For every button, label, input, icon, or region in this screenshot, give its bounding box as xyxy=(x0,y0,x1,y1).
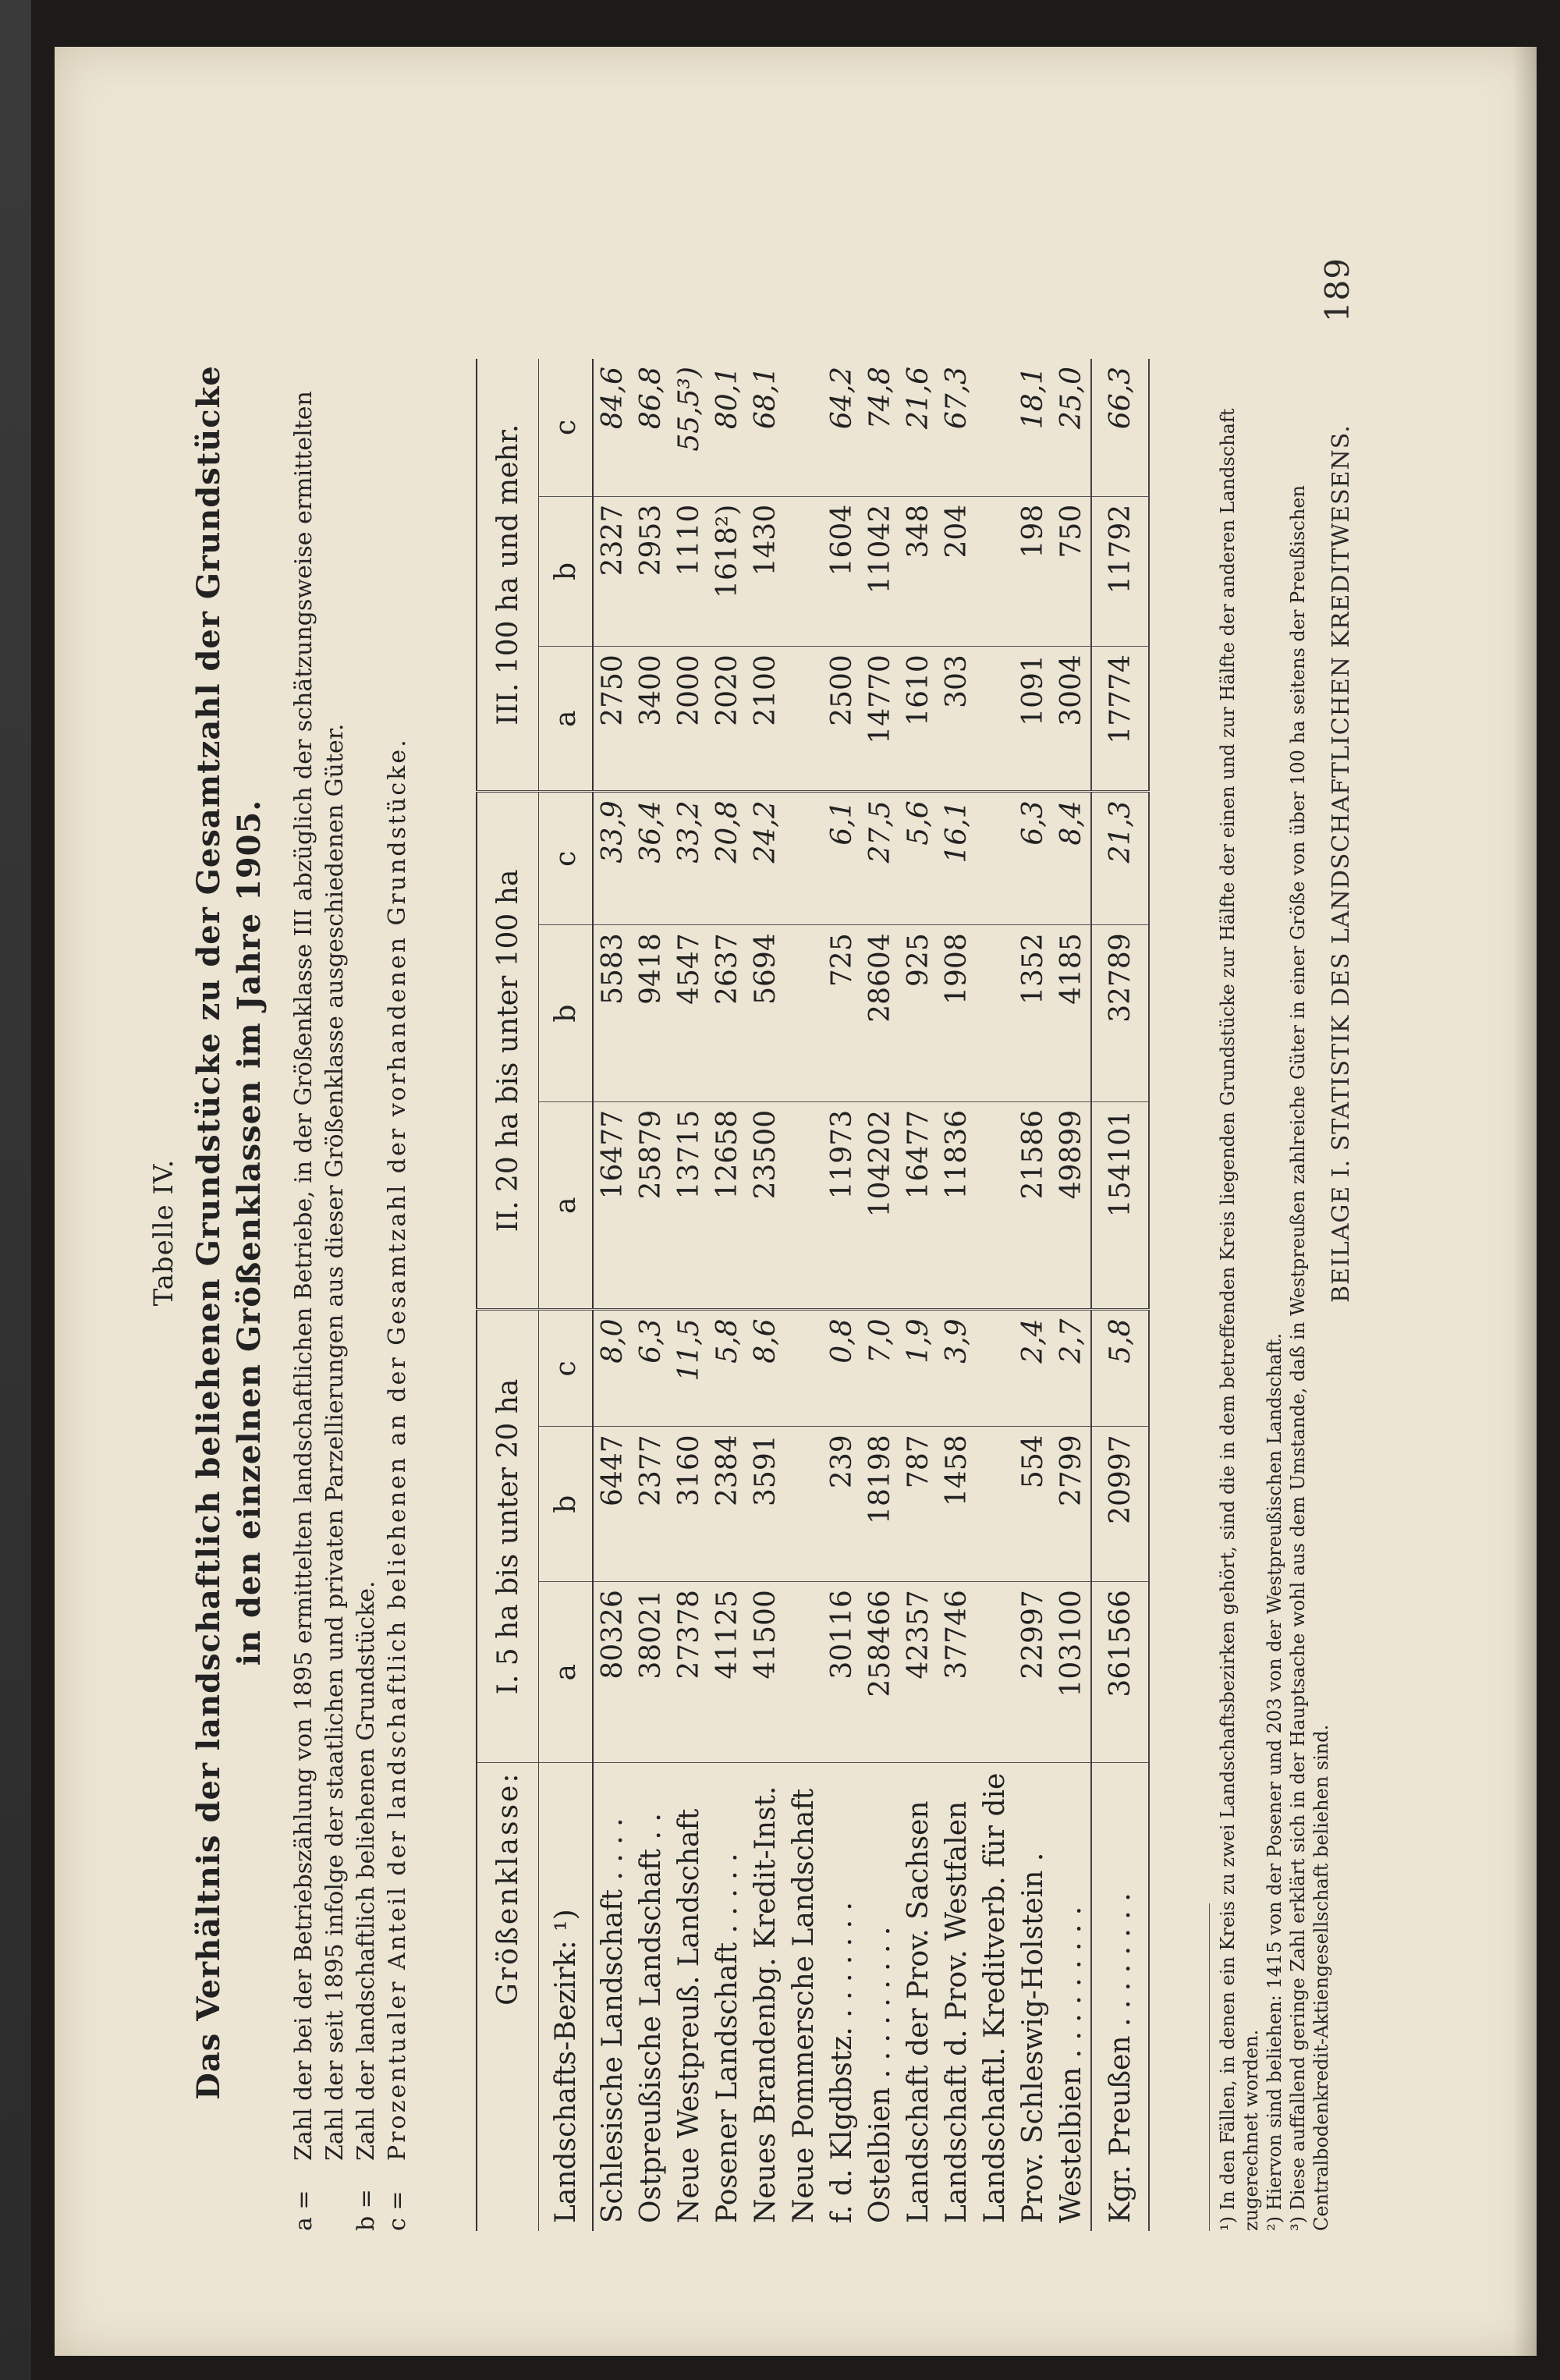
cell-c: 2,7 xyxy=(1052,1310,1091,1427)
spine-shadow xyxy=(1513,47,1537,2356)
cell-c: 16,1 xyxy=(938,792,976,925)
cell-c: 6,3 xyxy=(632,1310,670,1427)
cell-b xyxy=(785,925,823,1102)
cell-c: 33,9 xyxy=(593,792,632,925)
sub-header: a xyxy=(539,647,594,792)
group-header: I. 5 ha bis unter 20 ha xyxy=(477,1310,539,1763)
cell-c: 21,3 xyxy=(1091,792,1149,925)
cell-c: 55,5³) xyxy=(670,359,708,496)
cell-b: 1352 xyxy=(1014,925,1052,1102)
sub-header: c xyxy=(539,1310,594,1427)
cell-c: 33,2 xyxy=(670,792,708,925)
cell-a xyxy=(976,1101,1014,1310)
row-label: Neue Pommersche Landschaft xyxy=(788,1788,820,2223)
table-row xyxy=(899,359,938,2231)
cell-a: 37746 xyxy=(938,1582,976,1763)
label-groessenklasse: Größenklasse: xyxy=(477,1763,539,2231)
data-table xyxy=(476,359,1150,2231)
legend-row-b xyxy=(351,359,382,2231)
table-row xyxy=(708,359,746,2231)
cell-c: 8,0 xyxy=(593,1310,632,1427)
cell-c: 18,1 xyxy=(1014,359,1052,496)
sub-header: b xyxy=(539,1427,594,1582)
cell-b: 4547 xyxy=(670,925,708,1102)
table-row xyxy=(938,359,976,2231)
cell-b: 11792 xyxy=(1091,496,1149,646)
cell-c: 27,5 xyxy=(861,792,899,925)
cell-b: 2327 xyxy=(593,496,632,646)
cell-c: 24,2 xyxy=(746,792,785,925)
legend-key: c = xyxy=(384,2190,411,2231)
cell-c: 5,8 xyxy=(1091,1310,1149,1427)
table-title-line-1: Das Verhältnis der landschaftlich beliehenen Grundstücke zu der Gesamtzahl der Grundstücke xyxy=(190,365,227,2100)
sub-header: c xyxy=(539,359,594,496)
table-row xyxy=(785,359,823,2231)
cell-a: 17774 xyxy=(1091,647,1149,792)
rotated-page-content xyxy=(133,234,1365,2231)
cell-b: 11042 xyxy=(861,496,899,646)
cell-b: 348 xyxy=(899,496,938,646)
cell-b: 750 xyxy=(1052,496,1091,646)
row-label: Ostelbien . . . . . . . . . xyxy=(864,1926,896,2223)
cell-c xyxy=(976,359,1014,496)
cell-a: 41500 xyxy=(746,1582,785,1763)
cell-a: 41125 xyxy=(708,1582,746,1763)
cell-c: 5,8 xyxy=(708,1310,746,1427)
table-row xyxy=(1052,359,1091,2231)
sub-header: b xyxy=(539,496,594,646)
cell-b xyxy=(976,496,1014,646)
cell-a: 14770 xyxy=(861,647,899,792)
cell-b xyxy=(785,1427,823,1582)
page-number: 189 xyxy=(1318,257,1356,323)
cell-c: 8,4 xyxy=(1052,792,1091,925)
running-head-text: BEILAGE I. STATISTIK DES LANDSCHAFTLICHEN KREDITWESENS. xyxy=(1328,424,1355,1303)
cell-a: 80326 xyxy=(593,1582,632,1763)
cell-a: 27378 xyxy=(670,1582,708,1763)
cell-b: 9418 xyxy=(632,925,670,1102)
cell-b: 2384 xyxy=(708,1427,746,1582)
cell-c: 25,0 xyxy=(1052,359,1091,496)
cell-b: 787 xyxy=(899,1427,938,1582)
row-label: Landschaft der Prov. Sachsen xyxy=(902,1800,934,2223)
row-label: Neue Westpreuß. Landschaft xyxy=(673,1808,705,2223)
cell-a: 16477 xyxy=(593,1101,632,1310)
cell-a: 2100 xyxy=(746,647,785,792)
sub-header: c xyxy=(539,792,594,925)
cell-b: 5583 xyxy=(593,925,632,1102)
footnotes xyxy=(1209,359,1333,2231)
table-row xyxy=(1014,359,1052,2231)
cell-a: 361566 xyxy=(1091,1582,1149,1763)
legend-text: Zahl der landschaftlich beliehenen Grundstücke. xyxy=(353,1580,380,2161)
cell-a: 1091 xyxy=(1014,647,1052,792)
cell-b: 725 xyxy=(823,925,861,1102)
legend-key: a = xyxy=(290,2190,317,2231)
cell-c: 8,6 xyxy=(746,1310,785,1427)
cell-a: 3004 xyxy=(1052,647,1091,792)
cell-c xyxy=(785,359,823,496)
footnote-2: ²) Hiervon sind beliehen: 1415 von der Posener und 203 von der Westpreußischen Landschaft. xyxy=(1264,1332,1285,2231)
cell-c: 6,1 xyxy=(823,792,861,925)
cell-a: 103100 xyxy=(1052,1582,1091,1763)
row-label: Landschaftl. Kreditverb. für die xyxy=(979,1772,1011,2223)
cell-c: 67,3 xyxy=(938,359,976,496)
cell-c xyxy=(976,1310,1014,1427)
footnote-rule xyxy=(1209,1903,1210,2231)
cell-a xyxy=(785,647,823,792)
table-row xyxy=(632,359,670,2231)
legend-key: b = xyxy=(353,2189,380,2231)
cell-c: 84,6 xyxy=(593,359,632,496)
cell-b xyxy=(785,496,823,646)
cell-c: 11,5 xyxy=(670,1310,708,1427)
cell-c: 21,6 xyxy=(899,359,938,496)
cell-a: 2750 xyxy=(593,647,632,792)
cell-c: 86,8 xyxy=(632,359,670,496)
cell-b: 925 xyxy=(899,925,938,1102)
table-row xyxy=(593,359,632,2231)
table-label: Tabelle IV. xyxy=(148,1158,179,1307)
group-header: III. 100 ha und mehr. xyxy=(477,359,539,792)
legend-text: Prozentualer Anteil der landschaftlich beliehenen an der Gesamtzahl der vorhandenen Grundstücke. xyxy=(384,737,411,2161)
cell-c: 74,8 xyxy=(861,359,899,496)
row-label: Westelbien . . . . . . . . . xyxy=(1055,1906,1087,2223)
cell-a: 25879 xyxy=(632,1101,670,1310)
cell-a: 11973 xyxy=(823,1101,861,1310)
cell-c: 80,1 xyxy=(708,359,746,496)
cell-a: 42357 xyxy=(899,1582,938,1763)
cell-a xyxy=(976,1582,1014,1763)
cell-a: 2020 xyxy=(708,647,746,792)
cell-c: 64,2 xyxy=(823,359,861,496)
row-label: Landschaft d. Prov. Westfalen xyxy=(941,1800,973,2223)
cell-a: 2000 xyxy=(670,647,708,792)
cell-a: 49899 xyxy=(1052,1101,1091,1310)
legend-row-c xyxy=(382,359,413,2231)
table-row xyxy=(976,359,1014,2231)
row-label: Neues Brandenbg. Kredit-Inst. xyxy=(750,1786,782,2223)
table-row xyxy=(670,359,708,2231)
cell-a: 3400 xyxy=(632,647,670,792)
cell-b: 28604 xyxy=(861,925,899,1102)
sub-header: a xyxy=(539,1582,594,1763)
cell-b: 2953 xyxy=(632,496,670,646)
group-header: II. 20 ha bis unter 100 ha xyxy=(477,792,539,1310)
cell-c xyxy=(785,1310,823,1427)
cell-b: 1908 xyxy=(938,925,976,1102)
row-label: Schlesische Landschaft . . . . xyxy=(597,1818,629,2223)
cell-c: 1,9 xyxy=(899,1310,938,1427)
cell-a: 12658 xyxy=(708,1101,746,1310)
sub-header: b xyxy=(539,925,594,1102)
row-label: Ostpreußische Landschaft . . xyxy=(635,1813,667,2223)
cell-c: 36,4 xyxy=(632,792,670,925)
cell-b xyxy=(976,1427,1014,1582)
cell-b: 554 xyxy=(1014,1427,1052,1582)
cell-c xyxy=(976,792,1014,925)
cell-b: 32789 xyxy=(1091,925,1149,1102)
cell-a: 1610 xyxy=(899,647,938,792)
cell-a: 16477 xyxy=(899,1101,938,1310)
cell-a: 22997 xyxy=(1014,1582,1052,1763)
cell-b: 1430 xyxy=(746,496,785,646)
header-row-sub xyxy=(539,359,594,2231)
cell-a: 13715 xyxy=(670,1101,708,1310)
table-row xyxy=(861,359,899,2231)
cell-a xyxy=(785,1101,823,1310)
cell-c: 20,8 xyxy=(708,792,746,925)
row-label: Kgr. Preußen . . . . . . . . xyxy=(1091,1763,1149,2231)
cell-c: 6,3 xyxy=(1014,792,1052,925)
cell-a: 303 xyxy=(938,647,976,792)
row-label: f. d. Klgdbstz. . . . . . . . xyxy=(826,1902,858,2223)
cell-b: 4185 xyxy=(1052,925,1091,1102)
cell-a: 104202 xyxy=(861,1101,899,1310)
cell-b: 18198 xyxy=(861,1427,899,1582)
table-title-line-2: in den einzelnen Größenklassen im Jahre 1905. xyxy=(231,799,268,1666)
cell-b: 6447 xyxy=(593,1427,632,1582)
cell-c: 0,8 xyxy=(823,1310,861,1427)
cell-a: 38021 xyxy=(632,1582,670,1763)
cell-a xyxy=(976,647,1014,792)
cell-c: 3,9 xyxy=(938,1310,976,1427)
cell-c xyxy=(785,792,823,925)
cell-b: 198 xyxy=(1014,496,1052,646)
cell-b: 239 xyxy=(823,1427,861,1582)
scanner-edge xyxy=(0,0,31,2380)
cell-c: 68,1 xyxy=(746,359,785,496)
cell-b: 1618²) xyxy=(708,496,746,646)
cell-b: 204 xyxy=(938,496,976,646)
row-label: Prov. Schleswig-Holstein . xyxy=(1017,1852,1049,2223)
cell-c: 2,4 xyxy=(1014,1310,1052,1427)
cell-c: 5,6 xyxy=(899,792,938,925)
legend-text: Zahl der bei der Betriebszählung von 1895 ermittelten landschaftlichen Betriebe, in der Größenklasse III abzüglich der schätzungsweise ermittelten Zahl der seit 1895 infolge der staatlichen und privaten Parzellierungen aus dieser Größenklasse ausgeschiedenen Güter. xyxy=(290,391,349,2161)
table-row xyxy=(1091,359,1149,2231)
cell-a: 154101 xyxy=(1091,1101,1149,1310)
cell-b xyxy=(976,925,1014,1102)
cell-b: 1110 xyxy=(670,496,708,646)
cell-b: 1458 xyxy=(938,1427,976,1582)
cell-c: 66,3 xyxy=(1091,359,1149,496)
table-row xyxy=(823,359,861,2231)
footnote-3: ³) Diese auffallend geringe Zahl erklärt sich in der Hauptsache wohl aus dem Umstande, daß in Westpreußen zahlreiche Güter in einer Größe von über 100 ha seitens der Preußischen Centralbodenkredit-Aktiengesellschaft beliehen sind. xyxy=(1287,485,1332,2231)
cell-a: 2500 xyxy=(823,647,861,792)
cell-a: 23500 xyxy=(746,1101,785,1310)
cell-a: 11836 xyxy=(938,1101,976,1310)
cell-c: 7,0 xyxy=(861,1310,899,1427)
cell-b: 2377 xyxy=(632,1427,670,1582)
cell-a: 30116 xyxy=(823,1582,861,1763)
cell-b: 20997 xyxy=(1091,1427,1149,1582)
cell-a xyxy=(785,1582,823,1763)
cell-a: 21586 xyxy=(1014,1101,1052,1310)
legend xyxy=(289,359,413,2231)
header-row-groups xyxy=(477,359,539,2231)
cell-b: 3160 xyxy=(670,1427,708,1582)
cell-b: 3591 xyxy=(746,1427,785,1582)
table-caption xyxy=(148,234,270,2231)
legend-row-a xyxy=(289,359,351,2231)
cell-b: 5694 xyxy=(746,925,785,1102)
table-row xyxy=(746,359,785,2231)
label-landschafts-bezirk: Landschafts-Bezirk: ¹) xyxy=(539,1763,594,2231)
cell-b: 2637 xyxy=(708,925,746,1102)
cell-b: 2799 xyxy=(1052,1427,1091,1582)
footnote-1: ¹) In den Fällen, in denen ein Kreis zu zwei Landschaftsbezirken gehört, sind die in dem betreffenden Kreis liegenden Grundstücke zur Hälfte der einen und zur Hälfte der anderen Landschaft zugerechnet worden. xyxy=(1217,408,1262,2231)
sub-header: a xyxy=(539,1101,594,1310)
cell-b: 1604 xyxy=(823,496,861,646)
row-label: Posener Landschaft . . . . . xyxy=(711,1853,743,2223)
cell-a: 258466 xyxy=(861,1582,899,1763)
